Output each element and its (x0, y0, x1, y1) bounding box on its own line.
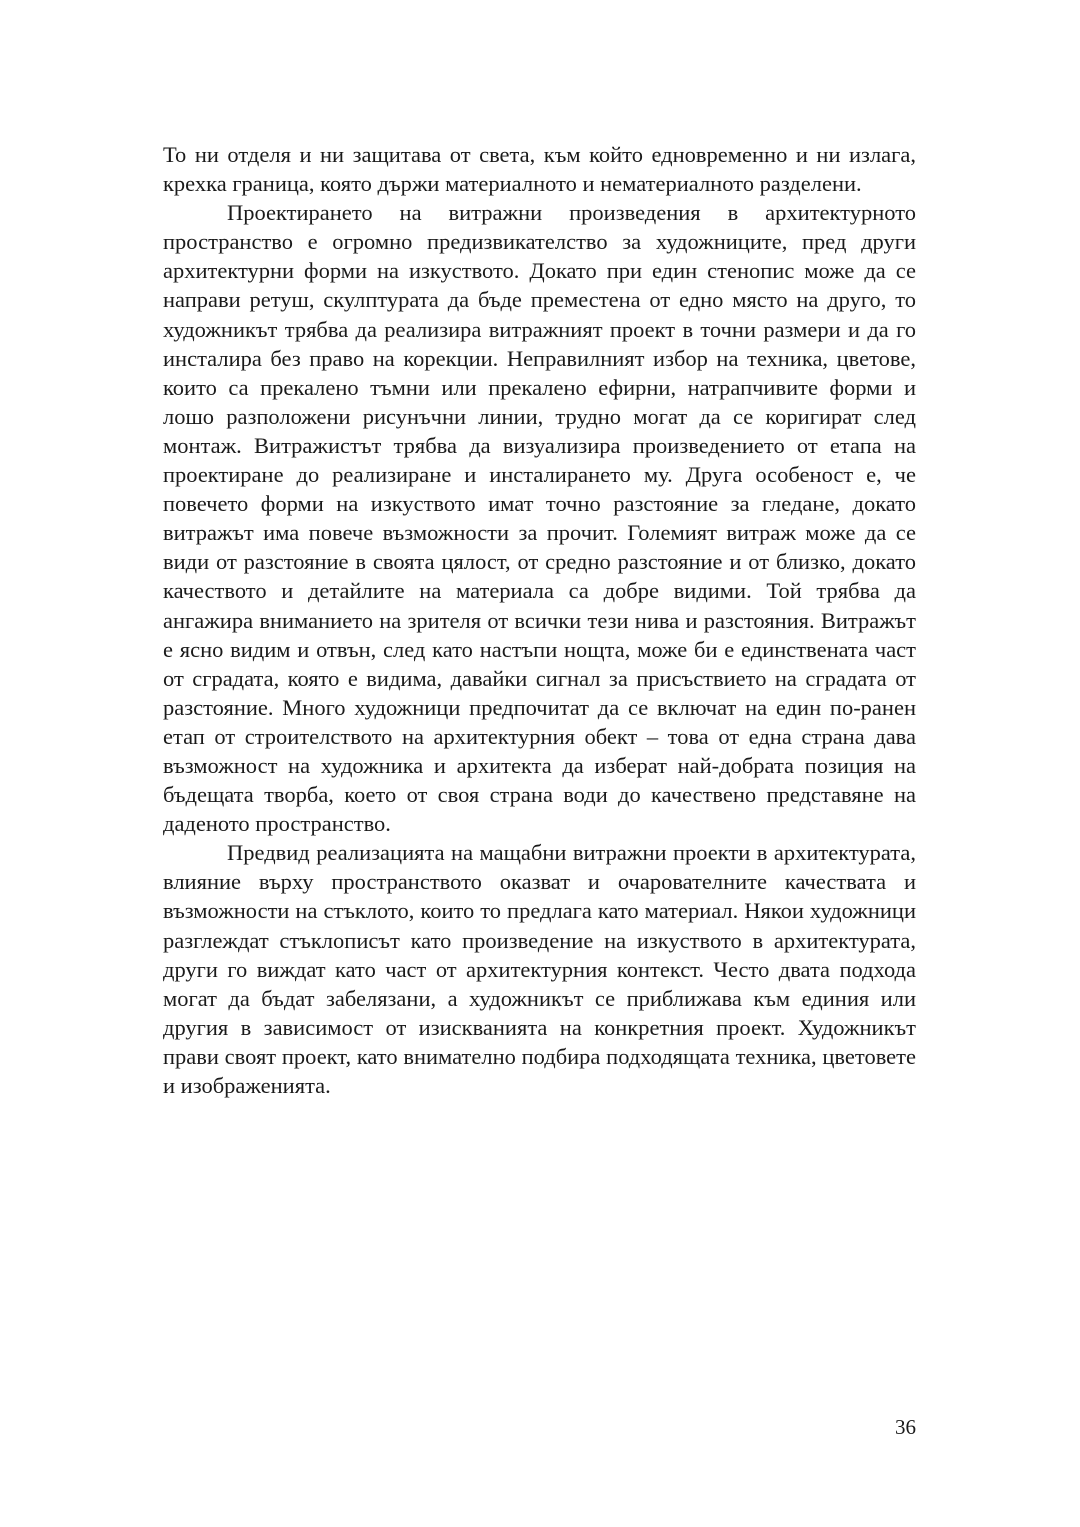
paragraph-1: То ни отделя и ни защитава от света, към който едновременно и ни излага, крехка граница, която държи материалното и нематериалното разделени. (163, 142, 916, 197)
paragraph-2: Проектирането на витражни произведения в архитектурното пространство е огромно предизвикателство за художниците, пред други архитектурни форми на изкуството. Докато при един стенопис може да се направи ретуш, скулптурата да бъде преместена от едно място на друго, то художникът трябва да реализира витражният проект в точни размери и да го инсталира без право на корекции. Неправилният избор на техника, цветове, които са прекалено тъмни или прекалено ефирни, натрапчивите форми и лошо разположени рисунъчни линии, трудно могат да се коригират след монтаж. Витражистът трябва да визуализира произведението от етапа на проектиране до реализиране и инсталирането му. Друга особеност е, че повечето форми на изкуството имат точно разстояние за гледане, докато витражът има повече възможности за прочит. Големият витраж може да се види от разстояние в своята цялост, от средно разстояние и от близко, докато качеството и детайлите на материала са добре видими. Той трябва да ангажира вниманието на зрителя от всички тези нива и разстояния. Витражът е ясно видим и отвън, след като настъпи нощта, може би е единствената част от сградата, която е видима, давайки сигнал за присъствието на сградата от разстояние. Много художници предпочитат да се включат на един по-ранен етап от строителството на архитектурния обект – това от една страна дава възможност на художника и архитекта да изберат най-добрата позиция на бъдещата творба, което от своя страна води до качествено представяне на даденото пространство. (163, 200, 916, 837)
page-number: 36 (895, 1415, 916, 1439)
paragraph-3: Предвид реализацията на мащабни витражни проекти в архитектурата, влияние върху пространството оказват и очарователните качествата и възможности на стъклото, които то предлага като материал. Някои художници разглеждат стъклописът като произведение на изкуството в архитектурата, други го виждат като част от архитектурния контекст. Често двата подхода могат да бъдат забелязани, а художникът се приближава към единия или другия в зависимост от изискванията на конкретния проект. Художникът прави своят проект, като внимателно подбира подходящата техника, цветовете и изображенията. (163, 840, 916, 1098)
body-text (163, 140, 916, 1100)
